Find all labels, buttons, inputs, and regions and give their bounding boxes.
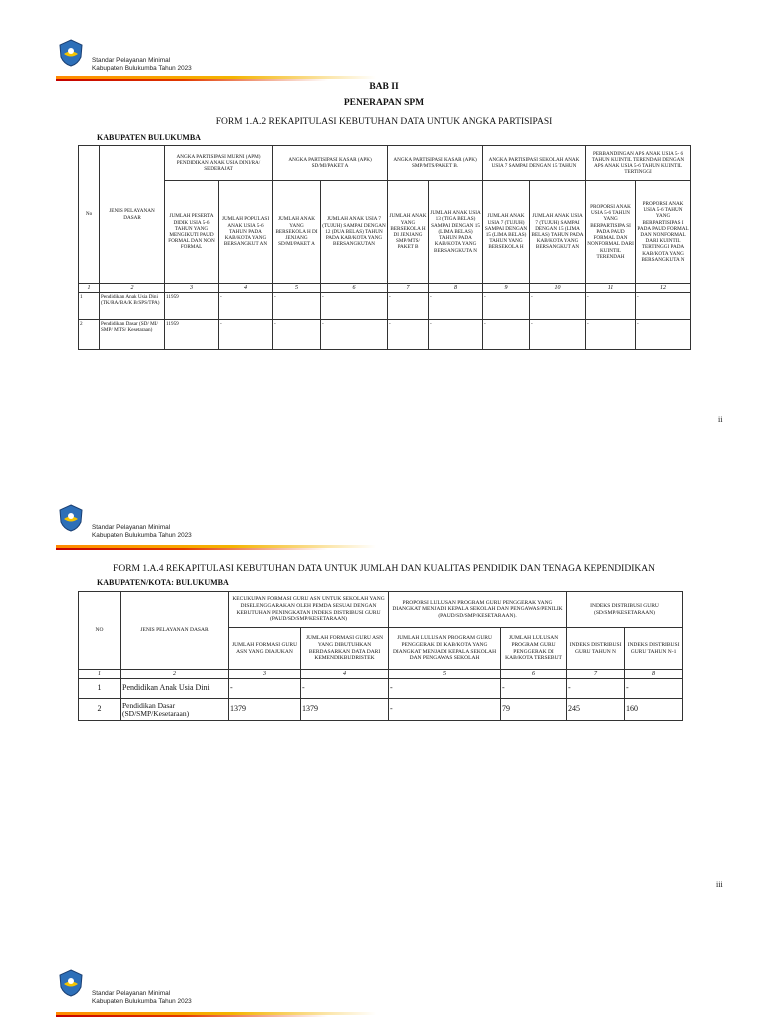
sub-header: JUMLAH ANAK YANG BERSEKOLA H DI JENJANG SD/MI/PAKET A xyxy=(273,181,321,284)
col-number: 4 xyxy=(219,284,273,293)
sub-header: JUMLAH FORMASI GURU ASN YANG DIAJUKAN xyxy=(229,628,301,670)
chapter-subtitle: PENERAPAN SPM xyxy=(343,98,425,108)
sub-header: JUMLAH ANAK YANG BERSEKOLA H DI JENJANG SMP/MTS/ PAKET B xyxy=(388,181,429,284)
col-number: 8 xyxy=(429,284,483,293)
col-number: 8 xyxy=(625,670,683,679)
col-number: 2 xyxy=(100,284,165,293)
sub-header: JUMLAH POPULASI ANAK USIA 5-6 TAHUN PADA KAB/KOTA YANG BERSANGKUT AN xyxy=(219,181,273,284)
sub-header: JUMLAH ANAK USIA 7 (TUJUH) SAMPAI DENGAN 12 (DUA BELAS) TAHUN PADA KAB/KOTA YANG BERSANGKUTAN xyxy=(321,181,388,284)
sub-header: JUMLAH LULUSAN PROGRAM GURU PENGGERAK DI KAB/KOTA YANG DIANGKAT MENJADI KEPALA SEKOLAH DAN PENGAWAS SEKOLAH xyxy=(389,628,501,670)
header-text: Standar Pelayanan Minimal Kabupaten Bulukumba Tahun 2023 xyxy=(92,990,192,1005)
sub-header: JUMLAH ANAK USIA 7 (TUJUH) SAMPAI DENGAN 15 (LIMA BELAS) TAHUN YANG BERSEKOLA H xyxy=(483,181,530,284)
col-number: 3 xyxy=(229,670,301,679)
page-number: ii xyxy=(718,415,723,424)
col-jenis: JENIS PELAYANAN DASAR xyxy=(121,592,229,670)
col-number: 9 xyxy=(483,284,530,293)
header-rule xyxy=(56,545,376,550)
col-no: NO xyxy=(79,592,121,670)
sub-header: JUMLAH ANAK USIA 13 (TIGA BELAS) SAMPAI DENGAN 15 (LIMA BELAS) TAHUN PADA KAB/KOTA YANG BERSANGKUTA N xyxy=(429,181,483,284)
col-number: 4 xyxy=(301,670,389,679)
group-formasi: KECUKUPAN FORMASI GURU ASN UNTUK SEKOLAH YANG DISELENGGARAKAN OLEH PEMDA SESUAI DENGAN KEBUTUHAN PENINGKATAN INDEKS DISTRIBUSI GURU (PAUD/SD/SMP/KESETARAAN) xyxy=(229,592,389,628)
table-row: 1 Pendidikan Anak Usia Dini - - - - - - xyxy=(79,679,683,699)
sub-header: JUMLAH LULUSAN PROGRAM GURU PENGGERAK DI KAB/KOTA TERSEBUT xyxy=(501,628,567,670)
kabupaten-label: KABUPATEN/KOTA: BULUKUMBA xyxy=(97,578,229,587)
group-apm: ANGKA PARTISIPASI MURNI (APM) PENDIDIKAN ANAK USIA DINI/RA/ SEDERAJAT xyxy=(165,146,273,181)
kabupaten-logo xyxy=(56,968,86,998)
table-row: 1 Pendidikan Anak Usia Dini (TK/RA/BA/K B/SPS/TPA) 11959 - - - - - - - - - xyxy=(79,293,691,320)
kabupaten-logo xyxy=(56,503,86,533)
group-apk-smp: ANGKA PARTISIPASI KASAR (APK) SMP/MTS/PAKET B. xyxy=(388,146,483,181)
form-title: FORM 1.A.2 REKAPITULASI KEBUTUHAN DATA UNTUK ANGKA PARTISIPASI xyxy=(215,117,553,127)
kabupaten-label: KABUPATEN BULUKUMBA xyxy=(97,133,201,142)
kabupaten-logo xyxy=(56,38,86,68)
chapter-title: BAB II xyxy=(369,82,399,92)
header-rule xyxy=(56,1012,376,1017)
sub-header: PROPORSI ANAK USIA 5-6 TAHUN YANG BERPARTISIPAS I PADA PAUD FORMAL DAN NONFORMAL DARI KUINTIL TERTINGGI PADA KAB/KOTA YANG BERSANGKUTA N xyxy=(636,181,691,284)
participation-table xyxy=(78,145,691,350)
page-number: iii xyxy=(716,880,723,889)
sub-header: JUMLAH ANAK USIA 7 (TUJUH) SAMPAI DENGAN 15 (LIMA BELAS) TAHUN PADA KAB/KOTA YANG BERSANGKUT AN xyxy=(530,181,586,284)
sub-header: INDEKS DISTRIBUSI GURU TAHUN N xyxy=(567,628,625,670)
col-number: 5 xyxy=(389,670,501,679)
header-text: Standar Pelayanan Minimal Kabupaten Bulukumba Tahun 2023 xyxy=(92,524,192,539)
teacher-table xyxy=(78,591,683,721)
col-number: 1 xyxy=(79,670,121,679)
group-apk-sd: ANGKA PARTISIPASI KASAR (APK) SD/MI/PAKET A xyxy=(273,146,388,181)
col-number: 7 xyxy=(388,284,429,293)
col-number: 10 xyxy=(530,284,586,293)
table-row: 2 Pendidikan Dasar (SD/SMP/Kesetaraan) 1379 1379 - 79 245 160 xyxy=(79,699,683,721)
col-number: 5 xyxy=(273,284,321,293)
group-aps: ANGKA PARTISIPASI SEKOLAH ANAK USIA 7 SAMPAI DENGAN 15 TAHUN xyxy=(483,146,586,181)
form-title: FORM 1.A.4 REKAPITULASI KEBUTUHAN DATA UNTUK JUMLAH DAN KUALITAS PENDIDIK DAN TENAGA KEPENDIDIKAN xyxy=(113,564,655,574)
group-perbandingan: PERBANDINGAN APS ANAK USIA 5- 6 TAHUN KUINTIL TERENDAH DENGAN APS ANAK USIA 5-6 TAHUN KUINTIL TERTINGGI xyxy=(586,146,691,181)
col-number: 6 xyxy=(501,670,567,679)
sub-header: INDEKS DISTRIBUSI GURU TAHUN N-1 xyxy=(625,628,683,670)
col-number: 7 xyxy=(567,670,625,679)
group-indeks: INDEKS DISTRIBUSI GURU (SD/SMP/KESETARAAN) xyxy=(567,592,683,628)
col-number: 2 xyxy=(121,670,229,679)
col-no: No xyxy=(79,146,100,284)
col-number: 3 xyxy=(165,284,219,293)
sub-header: PROPORSI ANAK USIA 5-6 TAHUN YANG BERPARTISIPA SI PADA PAUD FORMAL DAN NONFORMAL DARI KUINTIL TERENDAH xyxy=(586,181,636,284)
col-number: 12 xyxy=(636,284,691,293)
col-number: 11 xyxy=(586,284,636,293)
col-number: 6 xyxy=(321,284,388,293)
group-proporsi: PROPORSI LULUSAN PROGRAM GURU PENGGERAK YANG DIANGKAT MENJADI KEPALA SEKOLAH DAN PENGAWAS/PENILIK (PAUD/SD/SMP/KESETARAAN). xyxy=(389,592,567,628)
sub-header: JUMLAH PESERTA DIDIK USIA 5-6 TAHUN YANG MENGIKUTI PAUD FORMAL DAN NON FORMAL xyxy=(165,181,219,284)
header-text: Standar Pelayanan Minimal Kabupaten Bulukumba Tahun 2023 xyxy=(92,57,192,72)
col-number: 1 xyxy=(79,284,100,293)
sub-header: JUMLAH FORMASI GURU ASN YANG DIBUTUHKAN BERDASARKAN DATA DARI KEMENDIKBUDRISTEK xyxy=(301,628,389,670)
table-row: 2 Pendidikan Dasar (SD/ MI/ SMP/ MTS/ Kesetaraan) 11959 - - - - - - - - - xyxy=(79,320,691,350)
col-jenis: JENIS PELAYANAN DASAR xyxy=(100,146,165,284)
header-rule xyxy=(56,76,376,81)
